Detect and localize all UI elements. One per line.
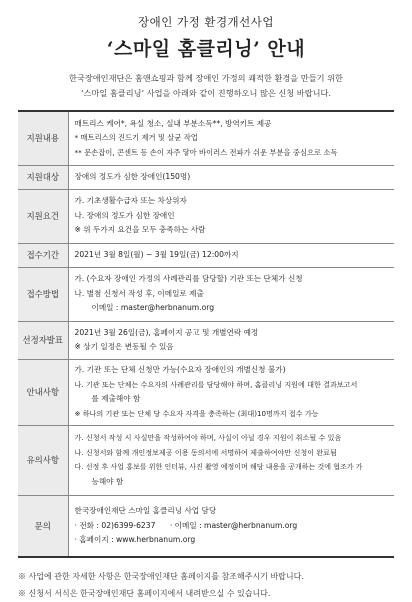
requirement-line: 나. 장애의 정도가 심한 장애인 xyxy=(74,210,175,220)
contact-homepage: · 홈페이지 : www.herbnanum.org xyxy=(74,535,196,544)
intro-paragraph xyxy=(18,71,394,101)
guide-line: 가. 기관 또는 단체 신청만 가능(수요자 장애인의 개별신청 불가) xyxy=(74,365,286,374)
label-support: 지원내용 xyxy=(18,111,68,165)
period-line: 2021년 3월 8일(월) ~ 3월 19일(금) 12:00까지 xyxy=(74,249,239,259)
caution-line: 다. 선정 후 사업 홍보를 위한 인터뷰, 사진 촬영 예정이며 해당 내용을 공개하는 것에 협조가 가 xyxy=(74,463,363,471)
label-announce: 선정자발표 xyxy=(18,321,68,359)
row-method xyxy=(18,267,394,321)
row-period xyxy=(18,243,394,267)
footnote: ※ 신청서 서식은 한국장애인재단 홈페이지에서 내려받으실 수 있습니다. xyxy=(18,589,271,598)
guide-line: 를 제출해야 함 xyxy=(91,394,141,403)
row-guide xyxy=(18,359,394,425)
support-note: * 매트리스의 진드기 제거 및 살균 작업 xyxy=(74,133,198,142)
row-caution xyxy=(18,425,394,495)
label-requirements: 지원요건 xyxy=(18,189,68,243)
row-target xyxy=(18,165,394,189)
content-method xyxy=(68,267,394,321)
label-period: 접수기간 xyxy=(18,243,68,267)
contact-phone: · 전화 : 02)6399-6237 xyxy=(74,520,156,530)
caution-line: 가. 신청서 작성 시 사실만을 작성하여야 하며, 사실이 아닐 경우 지원이 취소될 수 있음 xyxy=(74,433,342,442)
requirement-note: ※ 위 두가지 요건을 모두 충족하는 사람 xyxy=(74,225,206,235)
support-line: 매트리스 케어*, 욕실 청소, 실내 부분소독**, 방역키트 제공 xyxy=(74,118,272,128)
content-guide xyxy=(68,359,394,425)
method-line: 가. (수요자 장애인 가정의 사례관리를 담당할) 기관 또는 단체가 신청 xyxy=(74,274,303,284)
guide-note: ※ 하나의 기관 또는 단체 당 수요자 자격을 충족하는 (최대)10명까지 접수 가능 xyxy=(74,408,319,418)
row-requirements xyxy=(18,189,394,243)
target-line: 장애의 정도가 심한 장애인(150명) xyxy=(74,171,191,181)
requirement-line: 가. 기초생활수급자 또는 차상위자 xyxy=(74,196,187,206)
content-target xyxy=(68,165,394,189)
support-note: ** 문손잡이, 콘센트 등 손이 자주 닿아 바이러스 전파가 쉬운 부분을 중심으로 소독 xyxy=(74,147,338,157)
contact-org: 한국장애인재단 스마일 홈클리닝 사업 담당 xyxy=(74,506,217,515)
intro-line: 한국장애인재단은 홈앤쇼핑과 함께 장애인 가정의 쾌적한 환경을 만들기 위한 xyxy=(69,73,343,83)
caution-line: 능해야 함 xyxy=(91,476,124,486)
guide-line: 나. 기관 또는 단체는 수요자의 사례관리를 담당해야 하며, 홈클리닝 지원에 대한 결과보고서 xyxy=(74,379,358,389)
announce-note: ※ 상기 일정은 변동될 수 있음 xyxy=(74,342,174,351)
document-title: ‘스마일 홈클리닝’ 안내 xyxy=(106,38,306,60)
announce-line: 2021년 3월 26일(금), 홈페이지 공고 및 개별연락 예정 xyxy=(74,327,259,337)
content-announce xyxy=(68,321,394,359)
footnotes xyxy=(18,568,394,602)
contact-phone-email xyxy=(75,519,389,534)
caution-line: 나. 신청서와 함께 개인정보제공 이용 동의서에 서명하여 제출하여야만 신청이 완료됨 xyxy=(74,447,337,457)
row-support xyxy=(18,111,394,165)
label-guide: 안내사항 xyxy=(18,359,68,425)
content-period xyxy=(68,243,394,267)
row-announce xyxy=(18,321,394,359)
method-email: 이메일 : master@herbnanum.org xyxy=(91,303,215,313)
document-subtitle: 장애인 가정 환경개선사업 xyxy=(137,15,274,29)
row-contact xyxy=(18,495,394,557)
content-support xyxy=(68,111,394,165)
label-caution: 유의사항 xyxy=(18,425,68,495)
intro-line: ‘스마일 홈클리닝’ 사업을 아래와 같이 진행하오니 많은 신청 바랍니다. xyxy=(80,88,332,98)
info-table xyxy=(18,110,394,558)
footnote: ※ 사업에 관한 자세한 사항은 한국장애인재단 홈페이지를 참조해주시기 바랍니다. xyxy=(18,572,304,581)
contact-email: · 이메일 : master@herbnanum.org xyxy=(169,520,298,530)
method-line: 나. 별첨 신청서 작성 후, 이메일로 제출 xyxy=(74,288,204,298)
label-target: 지원대상 xyxy=(18,165,68,189)
label-method: 접수방법 xyxy=(18,267,68,321)
label-contact: 문의 xyxy=(18,495,68,557)
content-caution xyxy=(68,425,394,495)
content-requirements xyxy=(68,189,394,243)
content-contact xyxy=(68,495,394,557)
